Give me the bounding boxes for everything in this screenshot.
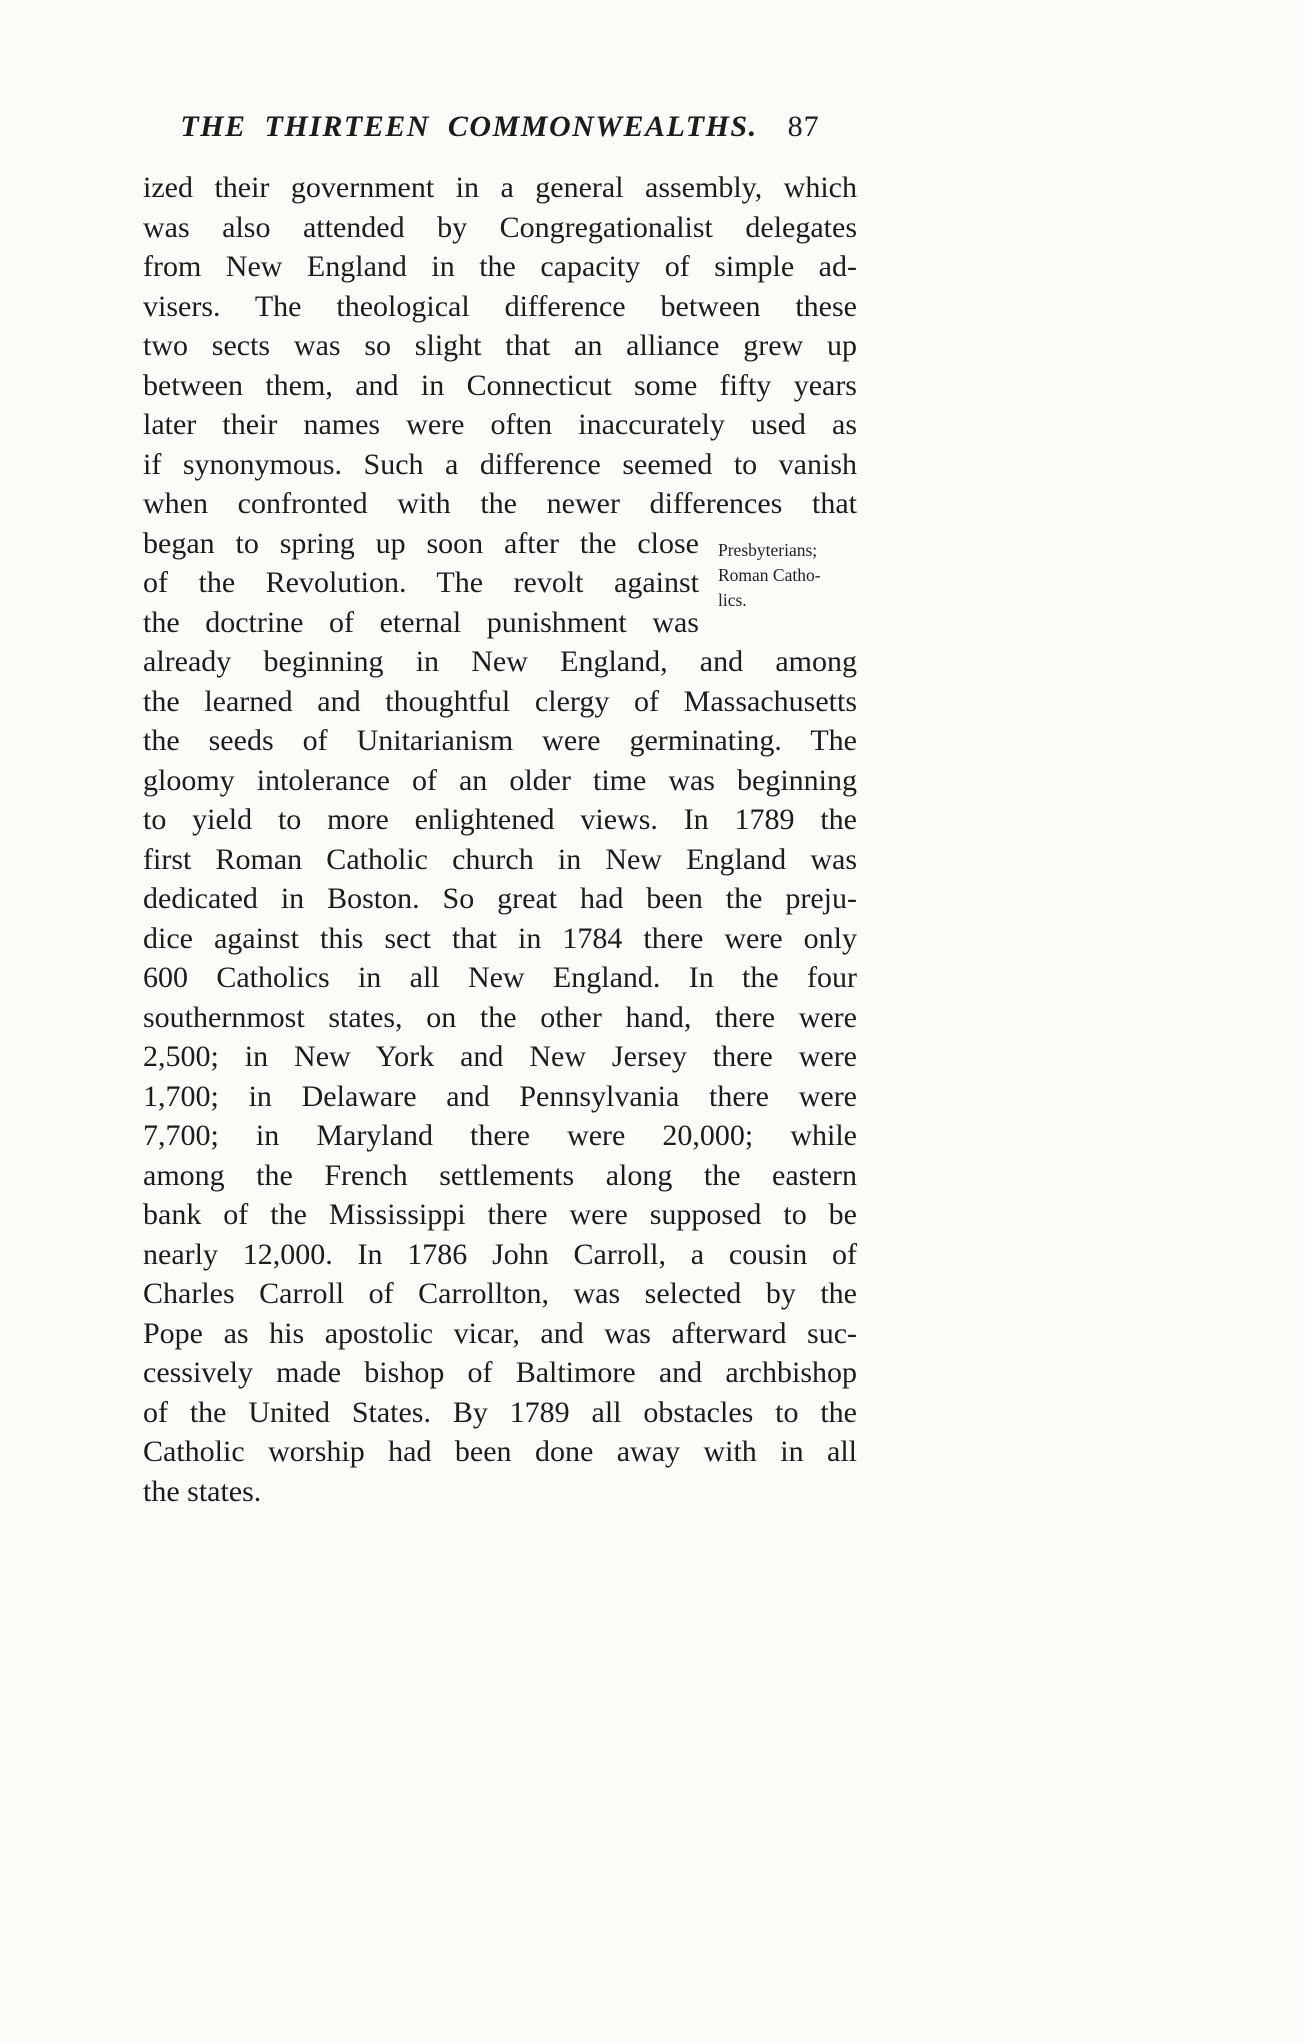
text-line: Catholic worship had been done away with in all (143, 1435, 857, 1468)
text-line: the states. (143, 1474, 262, 1508)
text-line: among the French settlements along the eastern (143, 1158, 857, 1192)
text-line: if synonymous. Such a difference seemed to vanish (143, 447, 857, 481)
text-line: Charles Carroll of Carrollton, was selected by the (143, 1277, 857, 1310)
text-line: first Roman Catholic church in New England was (143, 842, 857, 876)
sidenote-line: Roman Catho- (718, 565, 821, 585)
text-line: dedicated in Boston. So great had been the preju- (143, 882, 857, 915)
text-line: 2,500; in New York and New Jersey there were (143, 1040, 857, 1073)
text-line: gloomy intolerance of an older time was beginning (143, 763, 857, 797)
text-line: nearly 12,000. In 1786 John Carroll, a cousin of (143, 1237, 857, 1271)
text-line: later their names were often inaccurately used as (143, 408, 857, 441)
body-text (143, 168, 857, 1511)
text-line: southernmost states, on the other hand, there were (143, 1000, 857, 1034)
text-line: to yield to more enlightened views. In 1789 the (143, 803, 857, 836)
text-line: 7,700; in Maryland there were 20,000; while (143, 1119, 857, 1152)
text-line: two sects was so slight that an alliance grew up (143, 329, 857, 362)
text-line: of the Revolution. The revolt against (143, 566, 699, 599)
text-line: visers. The theological difference between these (143, 289, 857, 323)
text-line: dice against this sect that in 1784 there were only (143, 921, 857, 955)
text-line: ized their government in a general assembly, which (143, 171, 857, 204)
sidenote (718, 538, 866, 613)
sidenote-line: Presbyterians; (718, 540, 818, 560)
text-line: Pope as his apostolic vicar, and was afterward suc- (143, 1316, 857, 1350)
text-line: the learned and thoughtful clergy of Massachusetts (143, 684, 857, 718)
running-title: THE THIRTEEN COMMONWEALTHS. (180, 110, 758, 143)
page-header (143, 110, 857, 144)
text-line: began to spring up soon after the close (143, 526, 699, 560)
text-line: from New England in the capacity of simple ad- (143, 250, 857, 283)
text-line: between them, and in Connecticut some fifty years (143, 368, 857, 402)
page-number: 87 (787, 110, 820, 143)
text-line: when confronted with the newer differences that (143, 487, 857, 520)
text-line: cessively made bishop of Baltimore and archbishop (143, 1356, 857, 1389)
text-line: already beginning in New England, and among (143, 645, 857, 678)
text-line: of the United States. By 1789 all obstacles to the (143, 1395, 857, 1429)
sidenote-line: lics. (718, 590, 747, 610)
text-line: bank of the Mississippi there were supposed to be (143, 1198, 857, 1231)
text-line: the seeds of Unitarianism were germinating. The (143, 724, 857, 757)
text-line: was also attended by Congregationalist delegates (143, 210, 857, 244)
text-line: 600 Catholics in all New England. In the four (143, 961, 857, 994)
text-line: the doctrine of eternal punishment was (143, 605, 699, 639)
text-line: 1,700; in Delaware and Pennsylvania there were (143, 1079, 857, 1113)
